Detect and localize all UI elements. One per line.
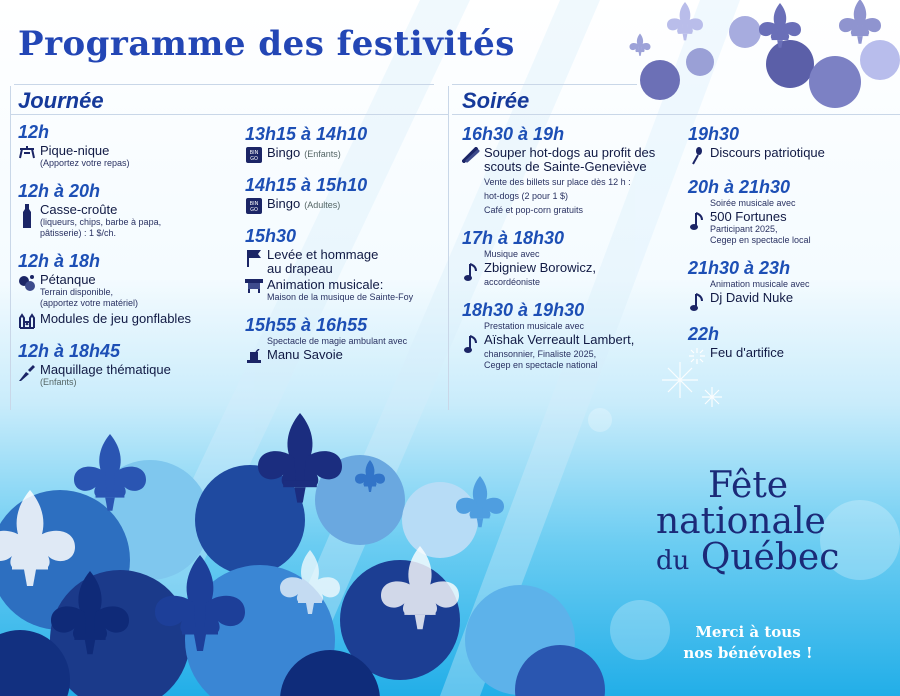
event-note: (Enfants) [40, 377, 77, 387]
bingo-icon [245, 146, 263, 163]
music-stage-icon [245, 278, 263, 293]
event-patriotic-speech [688, 124, 888, 165]
picnic-icon [18, 144, 36, 159]
title-divider-right [452, 84, 637, 85]
svg-text:BIN: BIN [249, 150, 259, 156]
flag-icon [245, 248, 263, 267]
event-time: 15h30 [245, 226, 297, 246]
event-bingo-children [245, 124, 445, 163]
bottle-icon [18, 203, 36, 228]
svg-text:GO: GO [250, 156, 258, 162]
event-snack-bar [18, 181, 233, 239]
event-name: Souper hot-dogs au profit des scouts de Sainte-Geneviève [484, 145, 656, 174]
event-name: Animation musicale: [267, 277, 384, 292]
event-time: 17h à 18h30 [462, 228, 565, 248]
event-flag-raising [245, 226, 445, 303]
bingo-icon [245, 197, 263, 214]
logo-line-3-main: Québec [700, 537, 840, 578]
event-intro: Soirée musicale avec [710, 198, 796, 208]
event-time: 12h à 18h45 [18, 341, 121, 361]
event-note: accordéoniste [484, 277, 541, 287]
fireworks-burst-decoration [650, 355, 730, 415]
event-time: 21h30 à 23h [688, 258, 791, 278]
thanks-line-2: nos bénévoles ! [683, 644, 813, 662]
section-heading-evening: Soirée [462, 88, 530, 113]
event-intro: Spectacle de magie ambulant avec [267, 336, 408, 346]
event-note: (Enfants) [304, 149, 341, 159]
event-dj [688, 258, 888, 312]
page-title: Programme des festivités [18, 24, 515, 64]
left-border [10, 86, 11, 410]
event-name: Discours patriotique [710, 145, 825, 160]
event-note: (Apportez votre repas) [40, 158, 130, 168]
evening-column-2 [688, 124, 888, 377]
event-note: (apportez votre matériel) [40, 298, 139, 308]
svg-text:BIN: BIN [249, 201, 259, 207]
music-note-icon [462, 333, 480, 354]
event-time: 14h15 à 15h10 [245, 175, 368, 195]
event-time: 12h à 20h [18, 181, 101, 201]
event-bingo-adults [245, 175, 445, 214]
event-time: 20h à 21h30 [688, 177, 791, 197]
event-name: Maquillage thématique [40, 362, 171, 377]
event-petanque [18, 251, 233, 329]
music-note-icon [688, 291, 706, 312]
event-note: (Adultes) [304, 200, 341, 210]
thanks-line-1: Merci à tous [695, 623, 801, 641]
hotdog-icon [462, 146, 480, 163]
event-note: Café et pop-corn gratuits [484, 205, 584, 215]
paintbrush-icon [18, 363, 36, 382]
svg-text:GO: GO [250, 207, 258, 213]
event-time: 18h30 à 19h30 [462, 300, 585, 320]
event-name: Modules de jeu gonflables [40, 311, 192, 326]
magic-hat-icon [245, 348, 263, 363]
title-divider-left [14, 84, 434, 85]
event-intro: Musique avec [484, 249, 540, 259]
event-name: Feu d'artifice [710, 345, 785, 360]
event-time: 19h30 [688, 124, 740, 144]
section-underline-right [452, 114, 900, 115]
event-name: Dj David Nuke [710, 290, 794, 305]
logo-line-1: Fête [708, 465, 789, 506]
event-time: 12h à 18h [18, 251, 101, 271]
event-name: Pétanque [40, 272, 96, 287]
event-note: Vente des billets sur place dès 12 h : [484, 177, 631, 187]
evening-column-1 [462, 124, 672, 383]
music-note-icon [688, 210, 706, 231]
event-note: Maison de la musique de Sainte-Foy [267, 292, 414, 302]
inflatable-icon [18, 312, 36, 329]
event-note: hot-dogs (2 pour 1 $) [484, 191, 569, 201]
section-heading-day: Journée [18, 88, 104, 113]
event-time: 16h30 à 19h [462, 124, 565, 144]
day-column-1 [18, 122, 233, 400]
center-divider [448, 86, 449, 410]
event-accordion-music [462, 228, 672, 288]
event-name: Casse-croûte [40, 202, 118, 217]
event-magic-show [245, 315, 445, 363]
event-name: Bingo [267, 145, 301, 160]
music-note-icon [462, 261, 480, 282]
event-time: 12h [18, 122, 50, 142]
event-500-fortunes [688, 177, 888, 246]
thanks-volunteers [668, 622, 828, 664]
event-name: 500 Fortunes [710, 209, 787, 224]
event-note: Cegep en spectacle national [484, 360, 598, 370]
event-name: Manu Savoie [267, 347, 343, 362]
event-note: Terrain disponible, [40, 287, 114, 297]
logo-line-2: nationale [656, 501, 826, 542]
event-hotdog-supper [462, 124, 672, 216]
event-note: Cegep en spectacle local [710, 235, 811, 245]
event-note: (liqueurs, chips, barbe à papa, [40, 217, 162, 227]
event-note: chansonnier, Finaliste 2025, [484, 349, 597, 359]
event-intro: Prestation musicale avec [484, 321, 585, 331]
petanque-icon [18, 273, 36, 292]
event-name: Levée et hommage au drapeau [267, 247, 379, 276]
logo-line-3-prefix: du [656, 546, 690, 576]
day-column-2 [245, 124, 445, 375]
event-face-painting [18, 341, 233, 388]
event-time: 13h15 à 14h10 [245, 124, 368, 144]
microphone-icon [688, 146, 706, 165]
section-underline-left [10, 114, 448, 115]
event-note: pâtisserie) : 1 $/ch. [40, 228, 117, 238]
event-picnic [18, 122, 233, 169]
event-name: Zbigniew Borowicz, [484, 260, 596, 275]
event-time: 15h55 à 16h55 [245, 315, 368, 335]
event-chansonnier [462, 300, 672, 371]
logo-line-3 [656, 537, 846, 579]
fete-nationale-logo [656, 465, 846, 579]
event-name: Pique-nique [40, 143, 110, 158]
event-time: 22h [688, 324, 720, 344]
event-intro: Animation musicale avec [710, 279, 810, 289]
event-name: Bingo [267, 196, 301, 211]
event-note: Participant 2025, [710, 224, 778, 234]
event-name: Aïshak Verreault Lambert, [484, 332, 635, 347]
